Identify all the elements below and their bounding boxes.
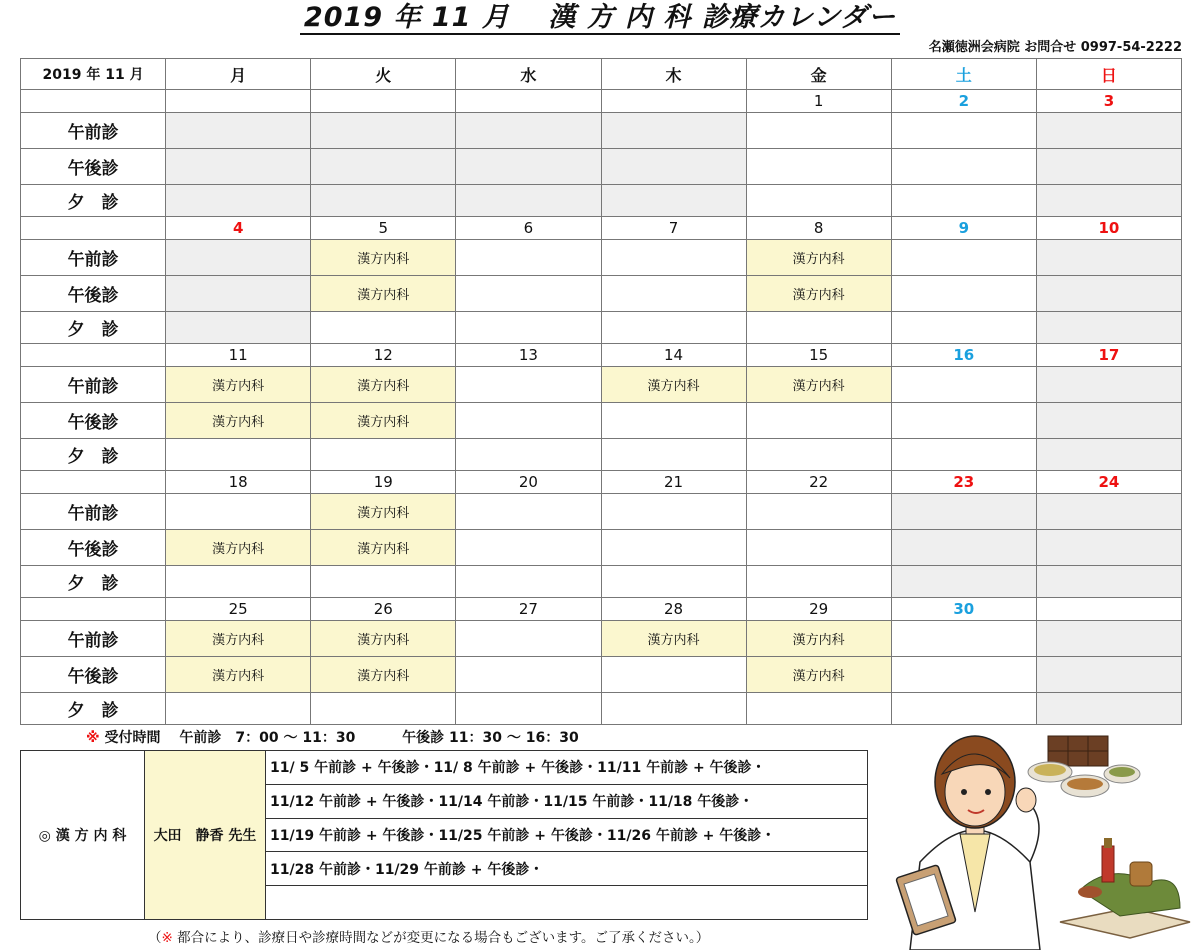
date-cell-wed — [456, 90, 601, 113]
month-corner: 2019 年 11 月 — [21, 59, 166, 90]
slot-label: 午後診 — [21, 276, 166, 312]
date-cell-fri: 15 — [746, 344, 891, 367]
slot-cell — [601, 185, 746, 217]
slot-label: 午後診 — [21, 403, 166, 439]
slot-cell — [891, 494, 1036, 530]
weekday-sat: 土 — [891, 59, 1036, 90]
slot-cell — [891, 403, 1036, 439]
slot-cell — [891, 185, 1036, 217]
clinic-calendar — [20, 58, 1182, 725]
weekday-wed: 水 — [456, 59, 601, 90]
slot-cell — [601, 312, 746, 344]
slot-cell — [1036, 149, 1181, 185]
date-cell-fri: 1 — [746, 90, 891, 113]
slot-cell — [166, 276, 311, 312]
date-cell-sat: 2 — [891, 90, 1036, 113]
date-cell-sun: 17 — [1036, 344, 1181, 367]
slot-row — [21, 657, 1182, 693]
slot-cell — [891, 657, 1036, 693]
schedule-line: 11/ 5 午前診 + 午後診・11/ 8 午前診 + 午後診・11/11 午前診 + 午後診・ — [266, 751, 868, 785]
clinic-slot-cell: 漢方内科 — [166, 403, 311, 439]
slot-cell — [1036, 185, 1181, 217]
slot-cell — [1036, 439, 1181, 471]
slot-row — [21, 566, 1182, 598]
page-title — [0, 0, 1200, 36]
date-cell-thu: 7 — [601, 217, 746, 240]
date-cell-fri: 8 — [746, 217, 891, 240]
doctor-illustration — [880, 712, 1200, 950]
date-cell-sun: 10 — [1036, 217, 1181, 240]
slot-cell — [1036, 367, 1181, 403]
slot-cell — [746, 530, 891, 566]
title-text: 2019 年 11 月 漢 方 内 科 診療カレンダー — [300, 2, 900, 35]
slot-cell — [601, 403, 746, 439]
date-cell-mon: 4 — [166, 217, 311, 240]
slot-cell — [746, 566, 891, 598]
slot-cell — [456, 403, 601, 439]
herb-bowls-icon — [1028, 736, 1140, 797]
slot-cell — [746, 403, 891, 439]
slot-cell — [166, 494, 311, 530]
date-row-label — [21, 344, 166, 367]
clinic-slot-cell: 漢方内科 — [166, 657, 311, 693]
slot-cell — [166, 113, 311, 149]
date-row-label — [21, 90, 166, 113]
date-cell-tue: 19 — [311, 471, 456, 494]
slot-cell — [1036, 403, 1181, 439]
date-cell-sat: 9 — [891, 217, 1036, 240]
slot-cell — [891, 240, 1036, 276]
date-cell-fri: 29 — [746, 598, 891, 621]
slot-cell — [456, 530, 601, 566]
doctor-name-cell: 大田 静香 先生 — [145, 751, 266, 920]
slot-label: 午後診 — [21, 149, 166, 185]
slot-row — [21, 367, 1182, 403]
clinic-slot-cell: 漢方内科 — [166, 367, 311, 403]
slot-cell — [311, 185, 456, 217]
slot-row — [21, 530, 1182, 566]
slot-cell — [1036, 566, 1181, 598]
date-cell-sat: 30 — [891, 598, 1036, 621]
date-cell-fri: 22 — [746, 471, 891, 494]
slot-cell — [456, 657, 601, 693]
date-row — [21, 90, 1182, 113]
slot-cell — [601, 566, 746, 598]
clinic-slot-cell: 漢方内科 — [601, 621, 746, 657]
slot-cell — [311, 113, 456, 149]
slot-cell — [746, 439, 891, 471]
slot-cell — [456, 439, 601, 471]
slot-cell — [891, 439, 1036, 471]
date-row — [21, 598, 1182, 621]
schedule-line: 11/12 午前診 + 午後診・11/14 午前診・11/15 午前診・11/18 午後診・ — [266, 784, 868, 818]
slot-cell — [311, 439, 456, 471]
slot-cell — [456, 566, 601, 598]
date-cell-mon — [166, 90, 311, 113]
slot-cell — [601, 657, 746, 693]
slot-label: 午前診 — [21, 494, 166, 530]
slot-label: 午前診 — [21, 621, 166, 657]
slot-cell — [1036, 240, 1181, 276]
slot-cell — [746, 113, 891, 149]
date-row — [21, 217, 1182, 240]
clinic-slot-cell: 漢方内科 — [311, 276, 456, 312]
slot-label: 夕 診 — [21, 693, 166, 725]
slot-cell — [456, 494, 601, 530]
slot-row — [21, 276, 1182, 312]
date-cell-thu — [601, 90, 746, 113]
slot-label: 午後診 — [21, 530, 166, 566]
slot-cell — [166, 185, 311, 217]
date-row — [21, 471, 1182, 494]
date-cell-wed: 20 — [456, 471, 601, 494]
date-cell-mon: 11 — [166, 344, 311, 367]
weekday-thu: 木 — [601, 59, 746, 90]
date-row-label — [21, 217, 166, 240]
slot-cell — [166, 439, 311, 471]
footer-note — [148, 926, 709, 946]
slot-cell — [1036, 657, 1181, 693]
clinic-slot-cell: 漢方内科 — [311, 494, 456, 530]
slot-cell — [456, 367, 601, 403]
clinic-slot-cell: 漢方内科 — [311, 403, 456, 439]
slot-cell — [311, 693, 456, 725]
slot-cell — [891, 149, 1036, 185]
weekday-fri: 金 — [746, 59, 891, 90]
slot-cell — [166, 693, 311, 725]
slot-cell — [1036, 621, 1181, 657]
slot-cell — [891, 276, 1036, 312]
slot-cell — [166, 240, 311, 276]
clinic-slot-cell: 漢方内科 — [311, 657, 456, 693]
clinic-slot-cell: 漢方内科 — [311, 530, 456, 566]
doctor-figure — [896, 736, 1040, 950]
clinic-slot-cell: 漢方内科 — [746, 240, 891, 276]
slot-row — [21, 185, 1182, 217]
hours-note-text: 受付時間 午前診 7：00 〜 11：30 午後診 11：30 〜 16：30 — [104, 730, 579, 746]
slot-cell — [601, 693, 746, 725]
clinic-slot-cell: 漢方内科 — [166, 621, 311, 657]
slot-label: 夕 診 — [21, 312, 166, 344]
slot-cell — [891, 566, 1036, 598]
slot-label: 午前診 — [21, 367, 166, 403]
footer-note-text: 都合により、診療日や診療時間などが変更になる場合もございます。ご了承ください。） — [172, 930, 710, 946]
slot-cell — [311, 566, 456, 598]
slot-cell — [311, 312, 456, 344]
schedule-line: 11/19 午前診 + 午後診・11/25 午前診 + 午後診・11/26 午前診 + 午後診・ — [266, 818, 868, 852]
slot-cell — [166, 149, 311, 185]
slot-label: 夕 診 — [21, 185, 166, 217]
date-cell-wed: 6 — [456, 217, 601, 240]
clinic-slot-cell: 漢方内科 — [166, 530, 311, 566]
slot-row — [21, 494, 1182, 530]
date-cell-tue: 5 — [311, 217, 456, 240]
slot-cell — [456, 312, 601, 344]
date-cell-mon: 18 — [166, 471, 311, 494]
weekday-sun: 日 — [1036, 59, 1181, 90]
slot-label: 夕 診 — [21, 566, 166, 598]
slot-row — [21, 312, 1182, 344]
department-cell: ◎ 漢 方 内 科 — [21, 751, 145, 920]
clinic-slot-cell: 漢方内科 — [746, 367, 891, 403]
date-cell-mon: 25 — [166, 598, 311, 621]
slot-row — [21, 621, 1182, 657]
slot-cell — [1036, 312, 1181, 344]
slot-cell — [746, 494, 891, 530]
date-cell-sat: 16 — [891, 344, 1036, 367]
date-cell-tue: 26 — [311, 598, 456, 621]
slot-cell — [1036, 276, 1181, 312]
date-cell-sun: 24 — [1036, 471, 1181, 494]
slot-cell — [456, 693, 601, 725]
slot-cell — [456, 621, 601, 657]
slot-cell — [1036, 113, 1181, 149]
clinic-slot-cell: 漢方内科 — [746, 621, 891, 657]
slot-cell — [746, 312, 891, 344]
weekday-header-row — [21, 59, 1182, 90]
slot-label: 夕 診 — [21, 439, 166, 471]
note-mark: ※ — [86, 730, 100, 746]
footer-paren: （ — [148, 930, 162, 946]
clinic-slot-cell: 漢方内科 — [311, 240, 456, 276]
slot-label: 午後診 — [21, 657, 166, 693]
slot-cell — [166, 566, 311, 598]
slot-cell — [891, 113, 1036, 149]
slot-cell — [891, 621, 1036, 657]
clinic-slot-cell: 漢方内科 — [746, 657, 891, 693]
weekday-mon: 月 — [166, 59, 311, 90]
date-row-label — [21, 471, 166, 494]
date-cell-wed: 13 — [456, 344, 601, 367]
slot-row — [21, 113, 1182, 149]
date-cell-sun — [1036, 598, 1181, 621]
date-cell-tue — [311, 90, 456, 113]
schedule-line: 11/28 午前診・11/29 午前診 + 午後診・ — [266, 852, 868, 886]
clinic-slot-cell: 漢方内科 — [601, 367, 746, 403]
slot-label: 午前診 — [21, 113, 166, 149]
slot-cell — [601, 276, 746, 312]
slot-cell — [311, 149, 456, 185]
slot-cell — [456, 240, 601, 276]
slot-cell — [1036, 530, 1181, 566]
slot-cell — [891, 530, 1036, 566]
weekday-tue: 火 — [311, 59, 456, 90]
date-cell-tue: 12 — [311, 344, 456, 367]
footer-note-mark: ※ — [161, 930, 173, 946]
date-cell-thu: 28 — [601, 598, 746, 621]
slot-cell — [891, 367, 1036, 403]
slot-cell — [456, 276, 601, 312]
slot-cell — [166, 312, 311, 344]
slot-row — [21, 149, 1182, 185]
slot-cell — [746, 185, 891, 217]
slot-row — [21, 240, 1182, 276]
date-cell-sun: 3 — [1036, 90, 1181, 113]
slot-cell — [456, 185, 601, 217]
date-cell-thu: 14 — [601, 344, 746, 367]
clinic-slot-cell: 漢方内科 — [311, 621, 456, 657]
slot-cell — [601, 530, 746, 566]
slot-label: 午前診 — [21, 240, 166, 276]
slot-cell — [601, 113, 746, 149]
clinic-slot-cell: 漢方内科 — [746, 276, 891, 312]
date-cell-thu: 21 — [601, 471, 746, 494]
slot-cell — [456, 149, 601, 185]
slot-cell — [601, 494, 746, 530]
slot-cell — [891, 312, 1036, 344]
slot-cell — [456, 113, 601, 149]
slot-row — [21, 439, 1182, 471]
hours-note — [86, 727, 579, 747]
schedule-line — [266, 886, 868, 920]
clinic-slot-cell: 漢方内科 — [311, 367, 456, 403]
date-cell-wed: 27 — [456, 598, 601, 621]
herbal-book-icon — [1060, 838, 1190, 938]
slot-cell — [601, 149, 746, 185]
contact-info: 名瀬徳洲会病院 お問合せ 0997-54-2222 — [928, 40, 1182, 55]
date-row — [21, 344, 1182, 367]
slot-cell — [601, 439, 746, 471]
slot-cell — [746, 149, 891, 185]
slot-cell — [746, 693, 891, 725]
date-cell-sat: 23 — [891, 471, 1036, 494]
slot-row — [21, 403, 1182, 439]
slot-cell — [601, 240, 746, 276]
date-row-label — [21, 598, 166, 621]
doctor-schedule-table — [20, 750, 868, 920]
slot-cell — [1036, 494, 1181, 530]
